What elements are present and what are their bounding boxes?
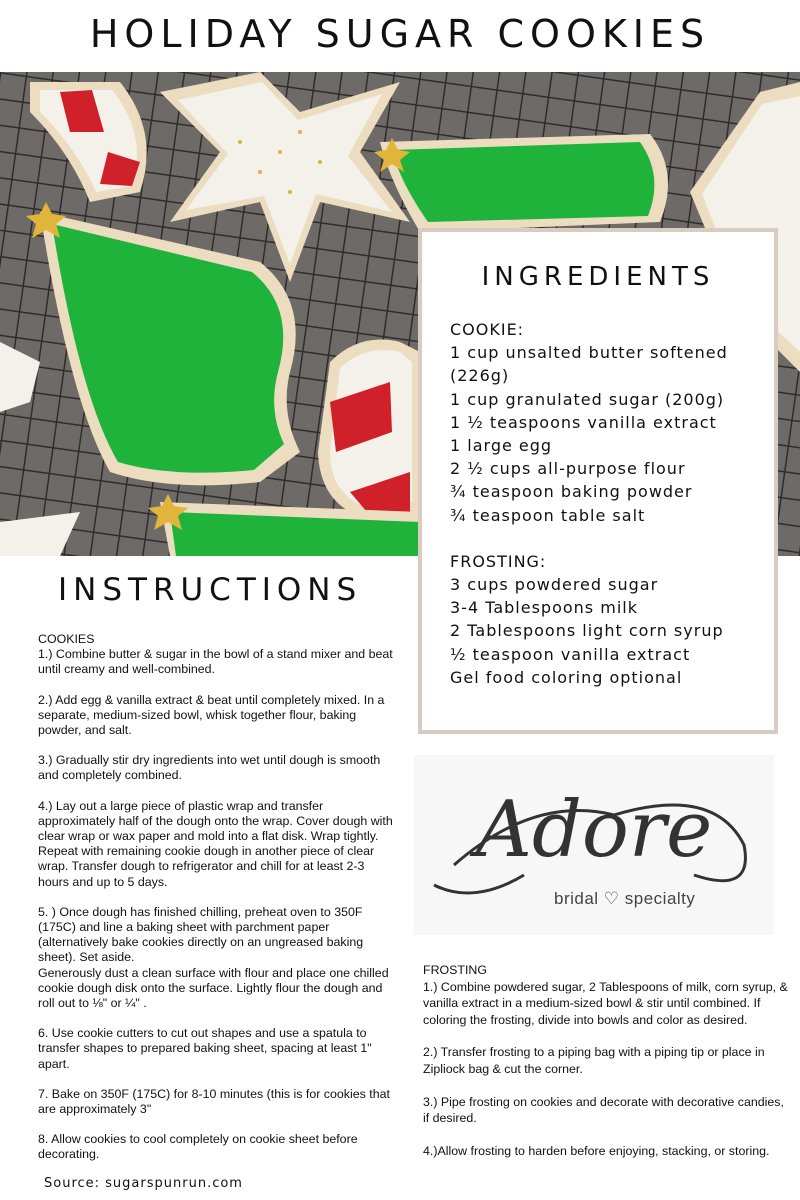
ingredient-item: ½ teaspoon vanilla extract [450,644,691,664]
cookie-instructions [38,632,398,1178]
instruction-step: 7. Bake on 350F (175C) for 8-10 minutes (this is for cookies that are approximately 3" [38,1086,390,1117]
frosting-step: 3.) Pipe frosting on cookies and decorate with decorative candies, if desired. [423,1094,784,1126]
frosting-instructions [423,962,793,1175]
adore-logo [414,755,774,935]
instruction-step-continued: Generously dust a clean surface with flour and place one chilled cookie dough disk onto the surface. Lightly flour the dough and roll out to ⅛" or ¼" . [38,965,389,1011]
instruction-step: 1.) Combine butter & sugar in the bowl of a stand mixer and beat until creamy and well-combined. [38,647,393,677]
instruction-step: 6. Use cookie cutters to cut out shapes and use a spatula to transfer shapes to prepared baking sheet, spacing at least 1" apart. [38,1026,372,1071]
ingredient-item: 3-4 Tablespoons milk [450,598,638,618]
source-credit: Source: sugarspunrun.com [44,1176,243,1191]
instruction-step: 2.) Add egg & vanilla extract & beat until completely mixed. In a separate, medium-sized bowl, whisk together flour, baking powder, and salt. [38,692,385,738]
ingredient-item: 1 large egg [450,436,553,456]
frosting-instructions-label: FROSTING [423,963,488,977]
ingredients-card [418,228,778,734]
instructions-heading: INSTRUCTIONS [58,572,363,608]
ingredient-item: 1 cup granulated sugar (200g) [450,389,725,409]
ingredient-item: 1 cup unsalted butter softened (226g) [450,343,728,386]
frosting-step: 1.) Combine powdered sugar, 2 Tablespoons of milk, corn syrup, & vanilla extract in a medium-sized bowl & stir until combined. If coloring the frosting, divide into bowls and color as desired. [423,979,788,1027]
ingredient-item: 1 ½ teaspoons vanilla extract [450,412,717,432]
logo-subtitle: bridal ♡ specialty [554,889,696,908]
instruction-step: 5. ) Once dough has finished chilling, preheat oven to 350F (175C) and line a baking sheet with parchment paper (alternatively bake cookies directly on an ungreased baking sheet). Set aside. [38,904,364,965]
ingredient-item: 2 Tablespoons light corn syrup [450,621,724,641]
cookies-label: COOKIES [38,632,95,646]
frosting-step: 4.)Allow frosting to harden before enjoying, stacking, or storing. [423,1143,770,1158]
frosting-step: 2.) Transfer frosting to a piping bag with a piping tip or place in Zipliock bag & cut the corner. [423,1045,765,1076]
cookie-label: COOKIE: [450,320,525,339]
ingredient-item: 2 ½ cups all-purpose flour [450,459,686,479]
ingredients-list [450,318,770,689]
instruction-step: 8. Allow cookies to cool completely on cookie sheet before decorating. [38,1132,358,1162]
instruction-step: 4.) Lay out a large piece of plastic wrap and transfer approximately half of the dough onto the wrap. Cover dough with clear wrap or wax paper and mold into a flat disk. Wrap tightly. Repeat with remaining cookie dough in another piece of clear wrap. Transfer dough to refrigerator and chill for at least 2-3 hours and up to 5 days. [38,798,393,889]
tree-cookie-top [374,134,668,232]
ingredient-item: Gel food coloring optional [450,667,683,687]
ingredient-item: 3 cups powdered sugar [450,575,659,595]
ingredients-heading: INGREDIENTS [481,262,715,292]
page-title: HOLIDAY SUGAR COOKIES [89,12,711,56]
frosting-label: FROSTING: [450,551,547,571]
candy-cane-cookie-2 [318,340,420,523]
ingredient-item: ¾ teaspoon table salt [450,505,646,525]
ingredient-item: ¾ teaspoon baking powder [450,482,693,502]
logo-script: Adore [475,785,713,875]
instruction-step: 3.) Gradually stir dry ingredients into wet until dough is smooth and completely combined. [38,753,381,783]
